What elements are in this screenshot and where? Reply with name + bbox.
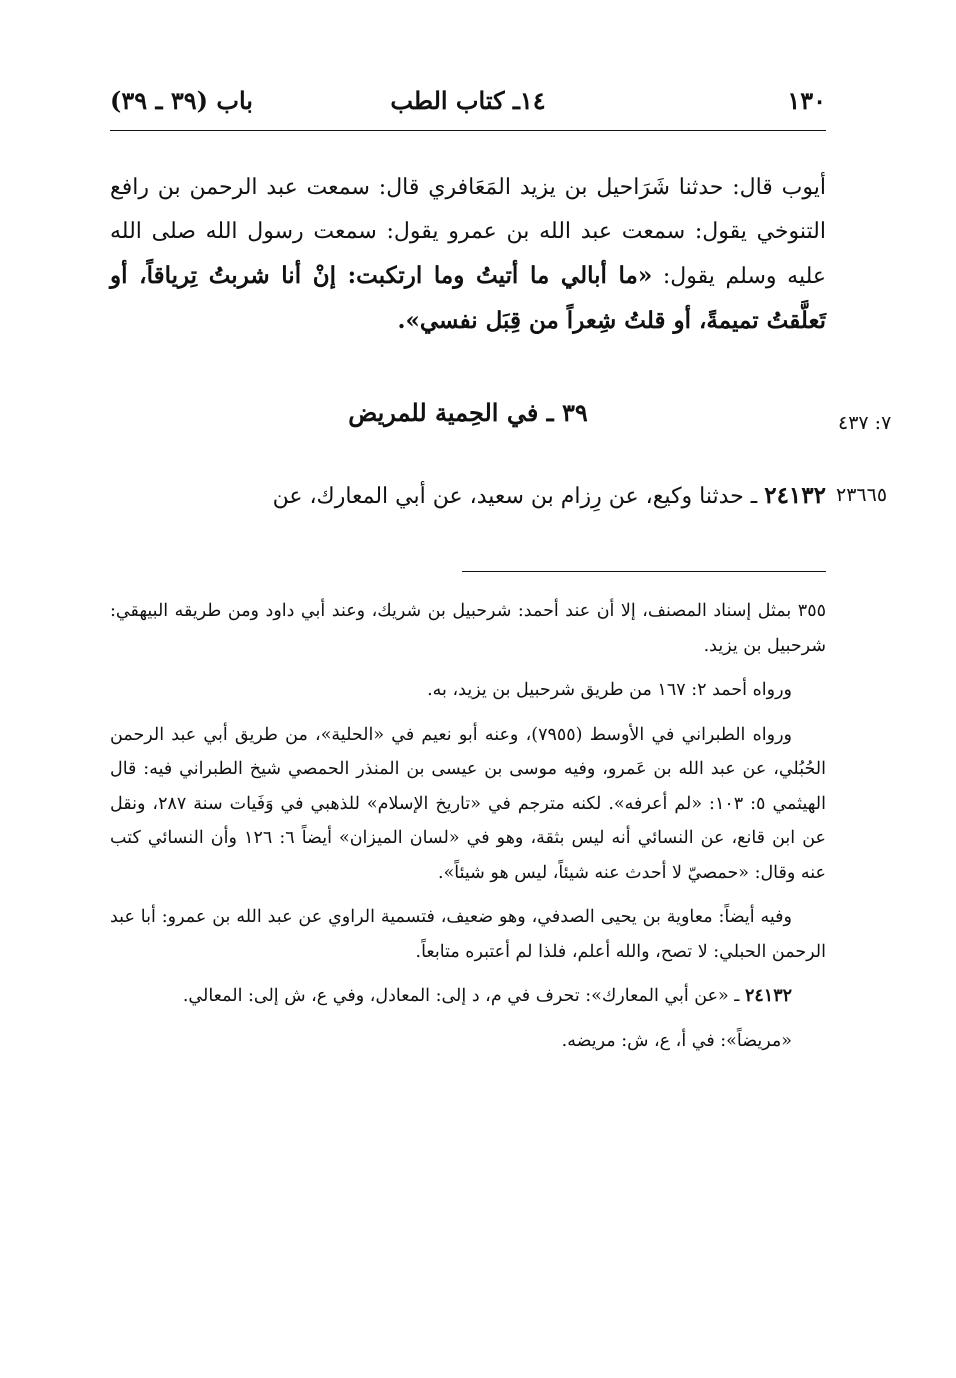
hadith-quote: «ما أبالي ما أتيتُ وما ارتكبت: إنْ أنا شربتُ تِرياقاً، أو تَعلَّقتُ تميمةً، أو قلتُ شِعراً من قِبَل نفسي». (110, 262, 826, 334)
footnote-5 (110, 979, 826, 1014)
footnote-1 (110, 594, 826, 663)
footnote-5-text: ـ «عن أبي المعارك»: تحرف في م، د إلى: المعادل، وفي ع، ش إلى: المعالي. (182, 986, 745, 1006)
main-text: أيوب قال: حدثنا شَرَاحيل بن يزيد المَعَافري قال: سمعت عبد الرحمن بن رافع التنوخي يقول: سمعت عبد الله بن عمرو يقول: سمعت رسول الله صلى الله عليه وسلم يقول: (110, 175, 826, 289)
page-number: ١٣٠ (787, 86, 826, 115)
footnote-1-number: ٣٥٥ (797, 601, 826, 621)
footnotes (110, 594, 826, 1068)
footnote-3: ورواه الطبراني في الأوسط (٧٩٥٥)، وعنه أبو نعيم في «الحلية»، من طريق أبي عبد الرحمن الحُبُلي، عن عبد الله بن عَمرو، وفيه موسى بن عيسى بن المنذر الحمصي شيخ الطبراني فيه: قال الهيثمي ٥: ١٠٣: «لم أعرفه». لكنه مترجم في «تاريخ الإسلام» للذهبي في وَفَيات سنة ٢٨٧، ونقل عن ابن قانع، عن النسائي أنه ليس بثقة، وهو في «لسان الميزان» أيضاً ٦: ١٢٦ وأن النسائي كتب عنه وقال: «حمصيّ لا أحدث عنه شيئاً، ليس هو شيئاً». (110, 724, 826, 883)
footnote-4: وفيه أيضاً: معاوية بن يحيى الصدفي، وهو ضعيف، فتسمية الراوي عن عبد الله بن عمرو: أبا عبد الرحمن الحبلي: لا تصح، والله أعلم، فلذا لم أعتبره متابعاً. (110, 907, 826, 962)
header-divider (110, 130, 826, 131)
hadith-text: ـ حدثنا وكيع، عن رِزام بن سعيد، عن أبي المعارك، عن (272, 484, 765, 509)
footnote-2: ورواه أحمد ٢: ١٦٧ من طريق شرحبيل بن يزيد، به. (427, 680, 792, 700)
main-paragraph (110, 166, 826, 344)
chapter-range: باب (٣٩ ـ ٣٩) (110, 86, 253, 115)
footnote-1-text: بمثل إسناد المصنف، إلا أن عند أحمد: شرحبيل بن شريك، وعند أبي داود ومن طريقه البيهقي: شرحبيل بن يزيد. (110, 601, 826, 656)
footnote-divider (462, 571, 826, 572)
hadith-line (110, 476, 826, 517)
footnote-6: «مريضاً»: في أ، ع، ش: مريضه. (561, 1030, 792, 1051)
page-header (110, 86, 826, 126)
footnote-5-number: ٢٤١٣٢ (745, 986, 792, 1006)
hadith-margin-ref: ٢٣٦٦٥ (836, 484, 888, 506)
section-margin-ref: ٧: ٤٣٧ (838, 412, 892, 434)
book-title: ١٤ـ كتاب الطب (390, 86, 546, 115)
hadith-number: ٢٤١٣٢ (764, 482, 826, 509)
section-title: ٣٩ ـ في الحِمية للمريض (348, 398, 588, 427)
